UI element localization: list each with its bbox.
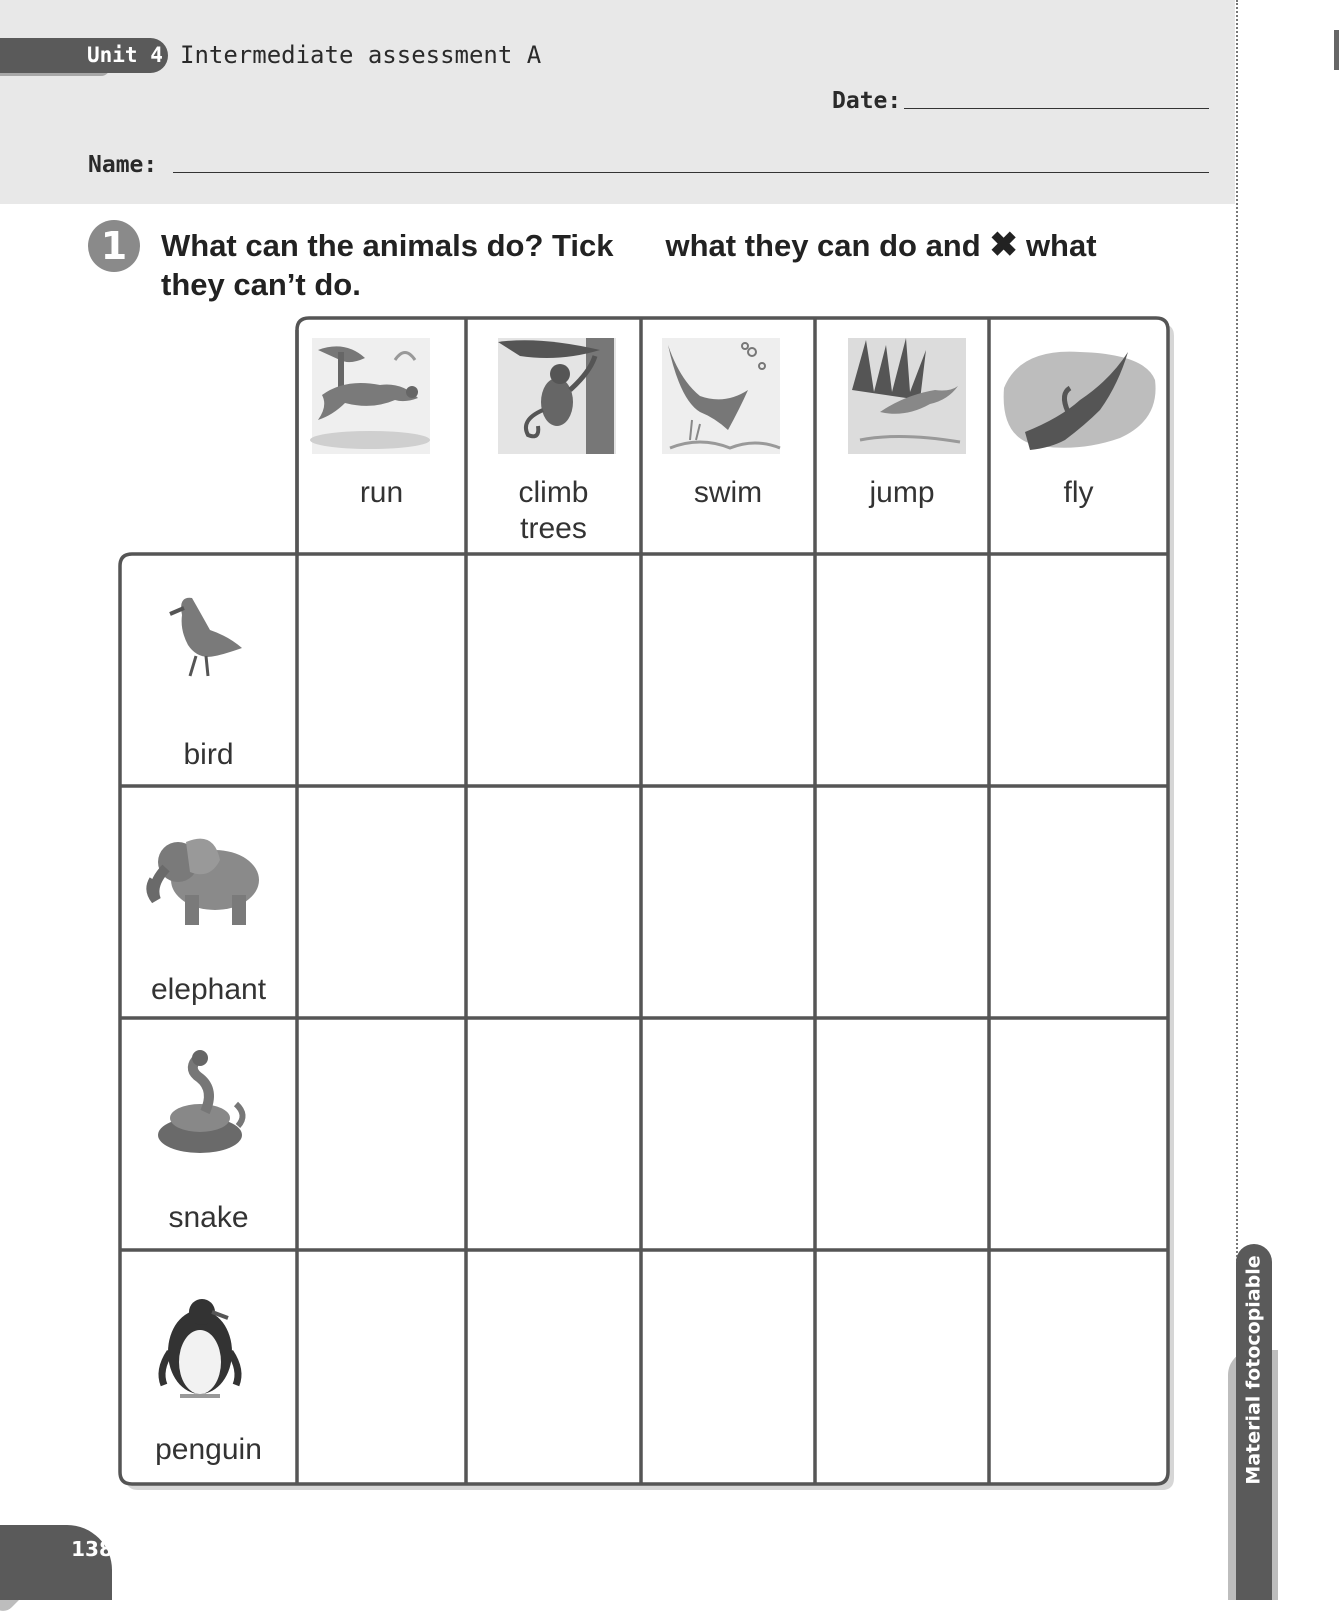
unit-tab: Unit 4 [0,38,168,73]
row-label-snake: snake [168,1201,249,1234]
cheetah-running-icon [310,338,430,454]
column-label-fly: fly [1063,476,1094,509]
row-label-bird: bird [183,738,234,771]
date-label: Date: [832,88,902,114]
dolphin-swimming-icon [662,338,780,454]
answer-cell-elephant-swim[interactable] [645,790,811,1014]
column-label-run: run [359,476,404,509]
assessment-title: Intermediate assessment A [180,41,542,69]
answer-cell-penguin-climb[interactable] [470,1254,637,1480]
answer-cell-bird-fly[interactable] [993,558,1164,782]
column-label-jump: jump [869,476,935,509]
name-label: Name: [88,152,158,178]
answer-cell-snake-fly[interactable] [993,1022,1164,1246]
column-label-trees: trees [520,512,587,545]
column-label-swim: swim [693,476,763,509]
answer-cell-elephant-fly[interactable] [993,790,1164,1014]
answer-cell-penguin-jump[interactable] [819,1254,985,1480]
column-label-climb: climb [518,476,589,509]
answer-cell-penguin-run[interactable] [301,1254,462,1480]
cross-icon: ✖ [989,226,1018,264]
answer-cell-snake-run[interactable] [301,1022,462,1246]
question-part2: what they can do and [665,228,981,263]
page-number: 138 [71,1537,113,1561]
answer-cell-bird-run[interactable] [301,558,462,782]
answer-cell-bird-swim[interactable] [645,558,811,782]
side-tab-text: Material fotocopiable [1243,1255,1266,1485]
answer-cell-penguin-swim[interactable] [645,1254,811,1480]
answer-cell-bird-jump[interactable] [819,558,985,782]
question-part1: What can the animals do? Tick [161,228,614,263]
question-text-line2: they can’t do. [161,267,361,302]
answer-cell-bird-climb[interactable] [470,558,637,782]
answer-cell-snake-climb[interactable] [470,1022,637,1246]
question-number: 1 [88,220,140,272]
question-part3: what [1025,228,1097,263]
frog-jumping-icon [848,338,966,454]
answer-cell-elephant-climb[interactable] [470,790,637,1014]
answer-cell-penguin-fly[interactable] [993,1254,1164,1480]
answer-cell-elephant-run[interactable] [301,790,462,1014]
answer-cell-snake-swim[interactable] [645,1022,811,1246]
row-label-penguin: penguin [155,1433,262,1466]
answer-cell-snake-jump[interactable] [819,1022,985,1246]
answer-cell-elephant-jump[interactable] [819,790,985,1014]
row-label-elephant: elephant [150,973,267,1006]
monkey-climbing-icon [498,338,616,454]
